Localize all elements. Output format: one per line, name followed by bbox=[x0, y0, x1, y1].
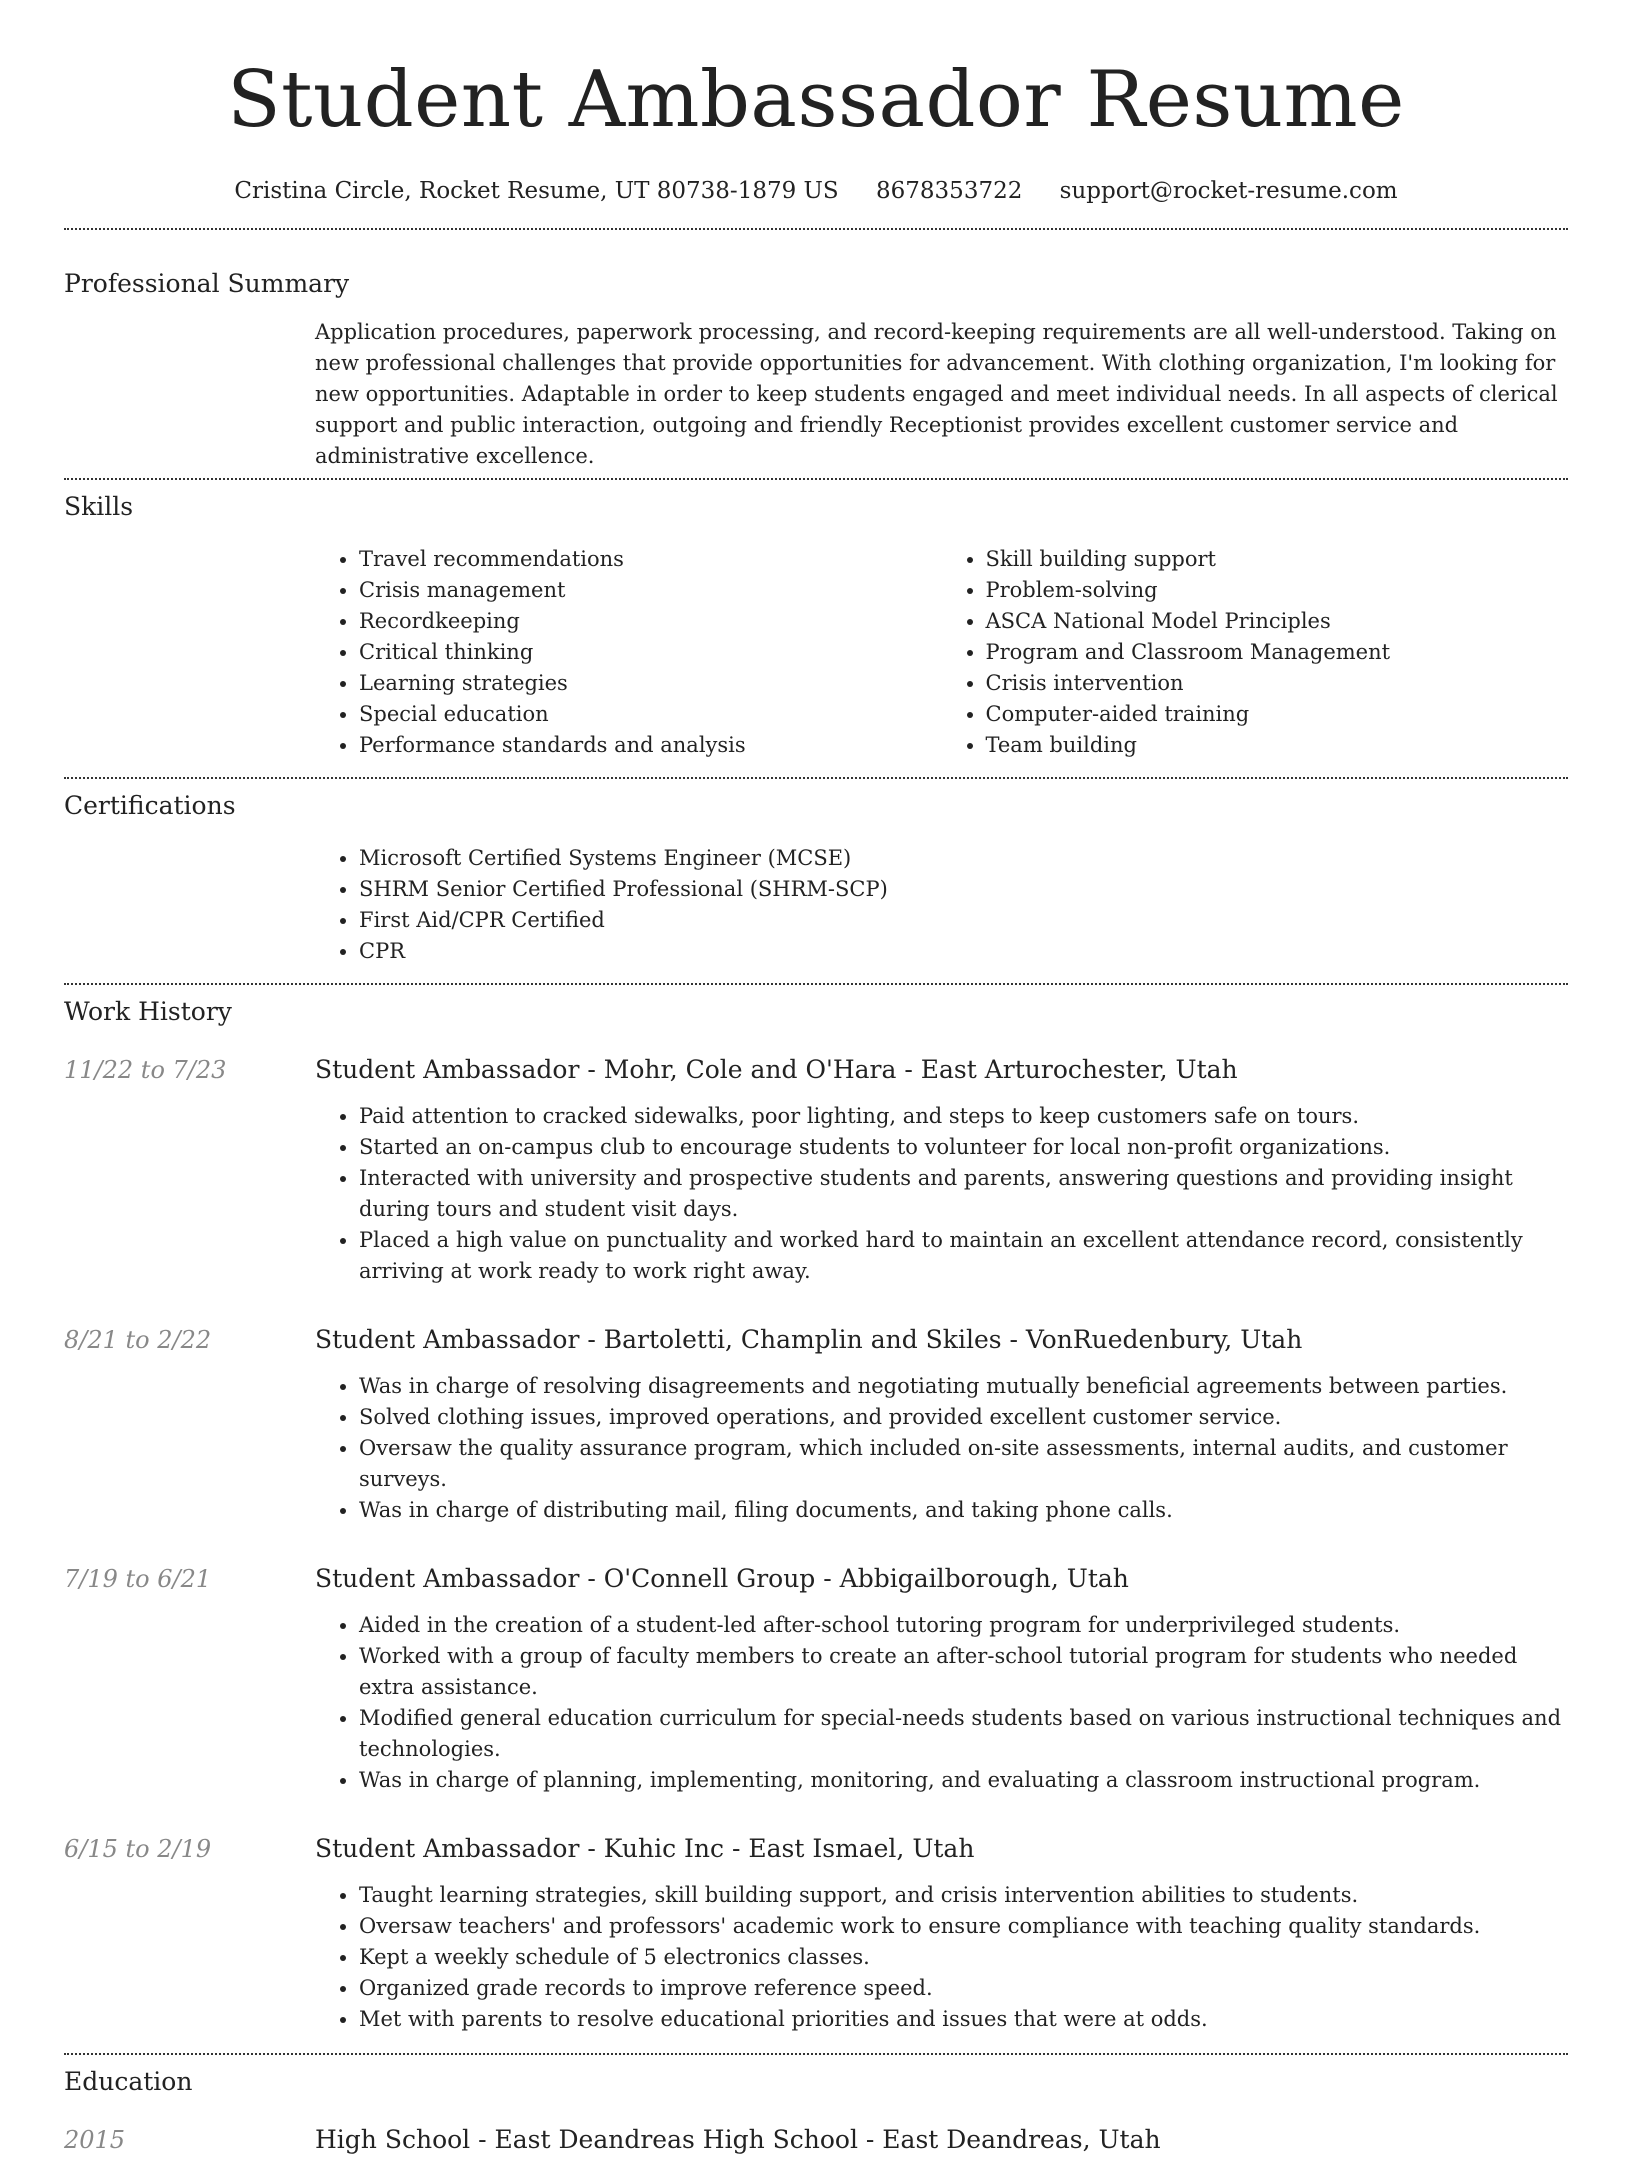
skill-item: • Performance standards and analysis bbox=[359, 730, 942, 761]
certification-item: • SHRM Senior Certified Professional (SHRM-SCP) bbox=[359, 874, 1568, 905]
work-heading: Work History bbox=[64, 997, 232, 1026]
job-bullet: • Modified general education curriculum for special-needs students based on various instructional techniques and technologies. bbox=[359, 1703, 1568, 1765]
job-title: Student Ambassador - O'Connell Group - Abbigailborough, Utah bbox=[315, 1564, 1129, 1593]
skill-item: • Team building bbox=[986, 730, 1569, 761]
contact-address: Cristina Circle, Rocket Resume, UT 80738-1879 US bbox=[234, 178, 839, 204]
job-dates: 11/22 to 7/23 bbox=[64, 1056, 227, 1084]
education-heading: Education bbox=[64, 2067, 193, 2096]
job-title: Student Ambassador - Mohr, Cole and O'Hara - East Arturochester, Utah bbox=[315, 1055, 1238, 1084]
skill-item: • Crisis intervention bbox=[986, 668, 1569, 699]
job-main bbox=[315, 1562, 1568, 1796]
skills-heading: Skills bbox=[64, 492, 134, 521]
section-divider bbox=[64, 777, 1568, 779]
contact-email: support@rocket-resume.com bbox=[1059, 178, 1398, 204]
skill-item: • Program and Classroom Management bbox=[986, 637, 1569, 668]
summary-heading: Professional Summary bbox=[64, 269, 350, 298]
job-dates: 6/15 to 2/19 bbox=[64, 1835, 212, 1863]
job-dates: 7/19 to 6/21 bbox=[64, 1565, 212, 1593]
job-bullet: • Solved clothing issues, improved operations, and provided excellent customer service. bbox=[359, 1402, 1568, 1433]
contact-phone: 8678353722 bbox=[876, 178, 1023, 204]
job-title: Student Ambassador - Kuhic Inc - East Ismael, Utah bbox=[315, 1834, 975, 1863]
certifications-heading: Certifications bbox=[64, 791, 236, 820]
skill-item: • Special education bbox=[359, 699, 942, 730]
skill-item: • Learning strategies bbox=[359, 668, 942, 699]
skill-item: • Critical thinking bbox=[359, 637, 942, 668]
skills-list-right bbox=[942, 544, 1569, 761]
skill-item: • Recordkeeping bbox=[359, 606, 942, 637]
skills-body bbox=[315, 544, 1568, 761]
skill-item: • Computer-aided training bbox=[986, 699, 1569, 730]
certification-item: • Microsoft Certified Systems Engineer (MCSE) bbox=[359, 843, 1568, 874]
summary-text: Application procedures, paperwork processing, and record-keeping requirements are all well-understood. Taking on new professional challenges that provide opportunities for advancement. With clothing organization, I'm looking for new opportunities. Adaptable in order to keep students engaged and meet individual needs. In all aspects of clerical support and public interaction, outgoing and friendly Receptionist provides excellent customer service and administrative excellence. bbox=[315, 320, 1558, 468]
certification-item: • First Aid/CPR Certified bbox=[359, 905, 1568, 936]
job-bullet: • Was in charge of planning, implementing, monitoring, and evaluating a classroom instructional program. bbox=[359, 1765, 1568, 1796]
job-bullet: • Aided in the creation of a student-led after-school tutoring program for underprivileged students. bbox=[359, 1610, 1568, 1641]
job-bullet: • Placed a high value on punctuality and worked hard to maintain an excellent attendance record, consistently arriving at work ready to work right away. bbox=[359, 1225, 1568, 1287]
job-bullet: • Organized grade records to improve reference speed. bbox=[359, 1973, 1568, 2004]
job-bullets bbox=[315, 1880, 1568, 2035]
job-title: Student Ambassador - Bartoletti, Champlin and Skiles - VonRuedenbury, Utah bbox=[315, 1325, 1303, 1354]
job-dates: 8/21 to 2/22 bbox=[64, 1326, 212, 1354]
job-bullet: • Paid attention to cracked sidewalks, poor lighting, and steps to keep customers safe on tours. bbox=[359, 1101, 1568, 1132]
section-divider bbox=[64, 228, 1568, 230]
job-entry bbox=[64, 1053, 1568, 1287]
education-entry bbox=[64, 2123, 1568, 2157]
certifications-body bbox=[315, 843, 1568, 967]
job-bullet: • Was in charge of resolving disagreements and negotiating mutually beneficial agreements between parties. bbox=[359, 1371, 1568, 1402]
job-bullet: • Worked with a group of faculty members to create an after-school tutorial program for students who needed extra assistance. bbox=[359, 1641, 1568, 1703]
job-bullet: • Was in charge of distributing mail, filing documents, and taking phone calls. bbox=[359, 1495, 1568, 1526]
contact-line bbox=[64, 176, 1568, 206]
skills-list-left bbox=[315, 544, 942, 761]
job-bullet: • Started an on-campus club to encourage students to volunteer for local non-profit organizations. bbox=[359, 1132, 1568, 1163]
summary-body bbox=[315, 317, 1568, 472]
job-bullets bbox=[315, 1101, 1568, 1287]
certification-item: • CPR bbox=[359, 936, 1568, 967]
job-entry bbox=[64, 1562, 1568, 1796]
job-main bbox=[315, 1832, 1568, 2035]
job-bullet: • Kept a weekly schedule of 5 electronics classes. bbox=[359, 1942, 1568, 1973]
certifications-section bbox=[64, 789, 1568, 967]
skill-item: • ASCA National Model Principles bbox=[986, 606, 1569, 637]
education-title: High School - East Deandreas High School - East Deandreas, Utah bbox=[315, 2125, 1161, 2154]
job-main bbox=[315, 1323, 1568, 1526]
education-dates: 2015 bbox=[64, 2126, 126, 2154]
job-main bbox=[315, 1053, 1568, 1287]
job-bullet: • Oversaw teachers' and professors' academic work to ensure compliance with teaching quality standards. bbox=[359, 1911, 1568, 1942]
job-bullet: • Oversaw the quality assurance program, which included on-site assessments, internal audits, and customer surveys. bbox=[359, 1433, 1568, 1495]
job-entry bbox=[64, 1323, 1568, 1526]
resume-title: Student Ambassador Resume bbox=[227, 55, 1405, 145]
job-bullet: • Taught learning strategies, skill building support, and crisis intervention abilities to students. bbox=[359, 1880, 1568, 1911]
summary-section bbox=[64, 267, 1568, 472]
job-bullets bbox=[315, 1371, 1568, 1526]
work-section bbox=[64, 995, 1568, 2035]
section-divider bbox=[64, 2053, 1568, 2055]
job-bullets bbox=[315, 1610, 1568, 1796]
job-entry bbox=[64, 1832, 1568, 2035]
skill-item: • Crisis management bbox=[359, 575, 942, 606]
section-divider bbox=[64, 983, 1568, 985]
education-section bbox=[64, 2065, 1568, 2157]
section-divider bbox=[64, 478, 1568, 480]
skills-section bbox=[64, 490, 1568, 761]
skill-item: • Travel recommendations bbox=[359, 544, 942, 575]
certifications-list bbox=[315, 843, 1568, 967]
education-main bbox=[315, 2123, 1568, 2157]
skill-item: • Problem-solving bbox=[986, 575, 1569, 606]
resume-page bbox=[64, 0, 1568, 2157]
skill-item: • Skill building support bbox=[986, 544, 1569, 575]
job-bullet: • Interacted with university and prospective students and parents, answering questions and providing insight during tours and student visit days. bbox=[359, 1163, 1568, 1225]
job-bullet: • Met with parents to resolve educational priorities and issues that were at odds. bbox=[359, 2004, 1568, 2035]
